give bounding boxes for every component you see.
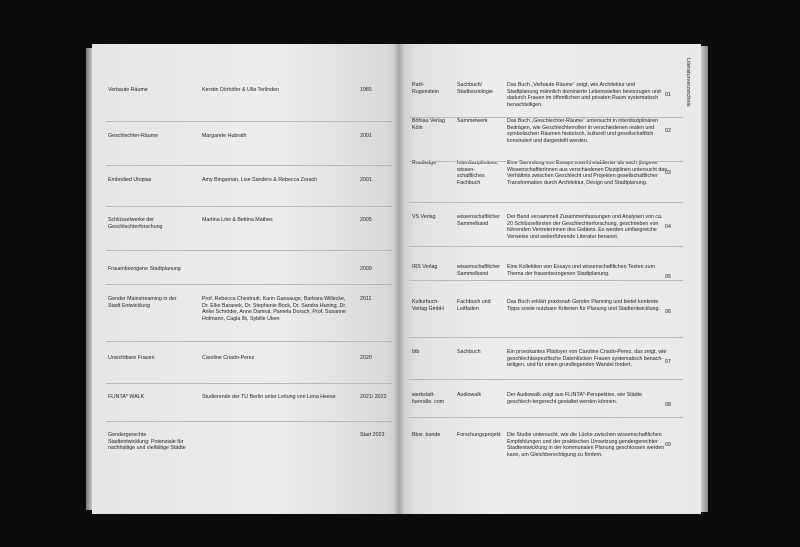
entry-publisher: VS Verlag [412,214,436,220]
entry-type: Sachbuch/ Stadtsoziologie [457,82,493,95]
entry-type: Fachbuch und Leitfaden [457,299,491,312]
row-divider [106,341,392,342]
entry-year: 2001 [360,133,372,139]
entry-number: 09 [665,442,671,448]
entry-type: Audiowalk [457,392,482,398]
row-divider [409,280,683,281]
entry-description: Das Buch erklärt praxisnah Gender Planning und bietet konkrete Tipps sowie nutzbare Kriterien für Planung und Stadtentwicklung. [507,299,660,312]
entry-description: Die Studie untersucht, wie die Lücke zwischen wissenschaftlichen Empfehlungen und der praktischen Umsetzung gendergerechter Stadtentwicklung in der kommunalen Planung geschlossen werden kann, um Gleichberechtigung zu fördern. [507,432,665,458]
row-divider [106,121,392,122]
entry-title: Gender Mainstreaming in der Stadt Entwicklung [108,296,177,309]
entry-year: 2011 [360,296,372,302]
side-label: Literaturverzeichnis [685,58,691,107]
row-divider [106,421,392,422]
entry-title: Schlüsselwerke der Geschlechterforschung [108,217,163,230]
entry-publisher: btb [412,349,420,355]
entry-publisher: IRS Verlag [412,264,438,270]
row-divider [409,161,683,162]
entry-description: Eine Sammlung von Essays sowohl etablierter als auch jüngerer WissenschaftlerInnen aus verschiedenen Disziplinen untersucht das Verhältnis zwischen Geschlecht und Projekten gesellschaftlicher Transformation durch Architektur, Design und Stadtplanung. [507,160,667,186]
entry-year: Start 2023 [360,432,385,438]
entry-type: Forschungsprojekt [457,432,501,438]
entry-description: Der Band versammelt Zusammenfassungen und Analysen von ca. 20 Schlüsseltexten der Geschlechterforschung, geschrieben von führenden Vertreterinnen des Gebiets. Es werden umfangreiche Verweise und weiterführende Literatur benannt. [507,214,663,240]
row-divider [106,165,392,166]
row-divider [409,202,683,203]
entry-title: Unsichtbare Frauen [108,355,155,361]
row-divider [106,284,392,285]
entry-number: 08 [665,402,671,408]
row-divider [106,250,392,251]
entry-description: Ein provokantes Plädoyer von Caroline Criado-Perez, das zeigt, wie geschlechtsspezifische Datenlücken Frauen systematisch benach-teiligen, und für einen grundlegenden Wandel fordert. [507,349,667,369]
entry-title: FLINTA* WALK [108,394,145,400]
right-page [399,44,701,514]
entry-publisher: Routledge [412,160,437,166]
entry-number: 03 [665,170,671,176]
entry-year: 2021/ 2022 [360,394,387,400]
entry-year: 2005 [360,217,372,223]
row-divider [409,379,683,380]
entry-description: Das Buch „Geschlechter-Räume“ untersucht in interdisziplinären Beiträgen, wie Geschlechterrollen in verschiedenen realen und symbolischen Räumen historisch, kulturell und gesellschaftlich konstruiert und dargestellt werden. [507,118,659,144]
entry-type: wissenschaftlicher Sammelband [457,264,500,277]
entry-type: Sachbuch [457,349,481,355]
right-page-edge [700,46,708,512]
entry-year: 2001 [360,177,372,183]
entry-type: Sammelwerk [457,118,488,124]
left-page [92,44,399,514]
row-divider [409,246,683,247]
entry-authors: Kerstin Dörhöfer & Ulla Terlinden [202,87,280,93]
entry-description: Der Audiowalk zeigt aus FLINTA*-Perspektive, wie Städte geschlech-tergerecht gestaltet werden können. [507,392,643,405]
row-divider [106,206,392,207]
entry-publisher: werkstatt-fuerralle. com [412,392,445,405]
entry-authors: Amy Bingaman, Lise Sanders & Rebecca Zorach [202,177,318,183]
entry-number: 06 [665,309,671,315]
entry-type: Interdisziplinäres, wissen-schaftliches Fachbuch [457,160,499,186]
entry-number: 07 [665,359,671,365]
row-divider [409,337,683,338]
entry-title: Frauenbezogene Stadtplanung [108,266,181,272]
entry-number: 02 [665,128,671,134]
entry-authors: Prof. Rebecca Chestnutt, Karin Gansauge, Barbara Willecke, Dr. Elke Baranek, Dr. Stephanie Bock, Dr. Sandra Huning, Dr. Anke Schröder, Anne Damral, Pamela Dorsch, Prof. Susanne Hofmann, Cagla Ilk, Sybille Uken [202,296,347,322]
entry-authors: Studierende der TU Berlin unter Leitung von Lena Heese [202,394,336,400]
entry-year: 1985 [360,87,372,93]
entry-title: Gendergerechte Stadtentwicklung: Potenziale für nachhaltige und vielfältige Städte [108,432,186,452]
entry-publisher: Kulturbuch-Verlag GmbH [412,299,444,312]
book-gutter [394,44,404,514]
entry-number: 05 [665,274,671,280]
row-divider [106,383,392,384]
entry-year: 2020 [360,355,372,361]
entry-number: 04 [665,224,671,230]
entry-description: Eine Kollektion von Essays und wissenschaftlichen Texten zum Thema der frauenbezogenen Stadtplanung. [507,264,655,277]
entry-year: 2009 [360,266,372,272]
entry-publisher: Bbsr. bunde [412,432,441,438]
entry-number: 01 [665,92,671,98]
row-divider [409,417,683,418]
entry-publisher: Böhlau Verlag Köln [412,118,445,131]
entry-publisher: Pahl-Rugenstein [412,82,439,95]
entry-title: Geschlechter-Räume [108,133,159,139]
entry-authors: Martina Löw & Bettina Mathes [202,217,273,223]
entry-type: wissenschaftlicher Sammelband [457,214,500,227]
entry-description: Das Buch „Verbaute Räume“ zeigt, wie Architektur und Stadtplanung männlich dominierte Lebenswelten bevorzugen und dadurch Frauen im öffentlichen und privaten Raum systematisch benachteiligen. [507,82,661,108]
row-divider [409,117,683,118]
entry-authors: Caroline Criado-Perez [202,355,255,361]
entry-title: Verbaute Räume [108,87,148,93]
entry-authors: Margarete Hubrath [202,133,247,139]
entry-title: Embodied Utopias [108,177,152,183]
